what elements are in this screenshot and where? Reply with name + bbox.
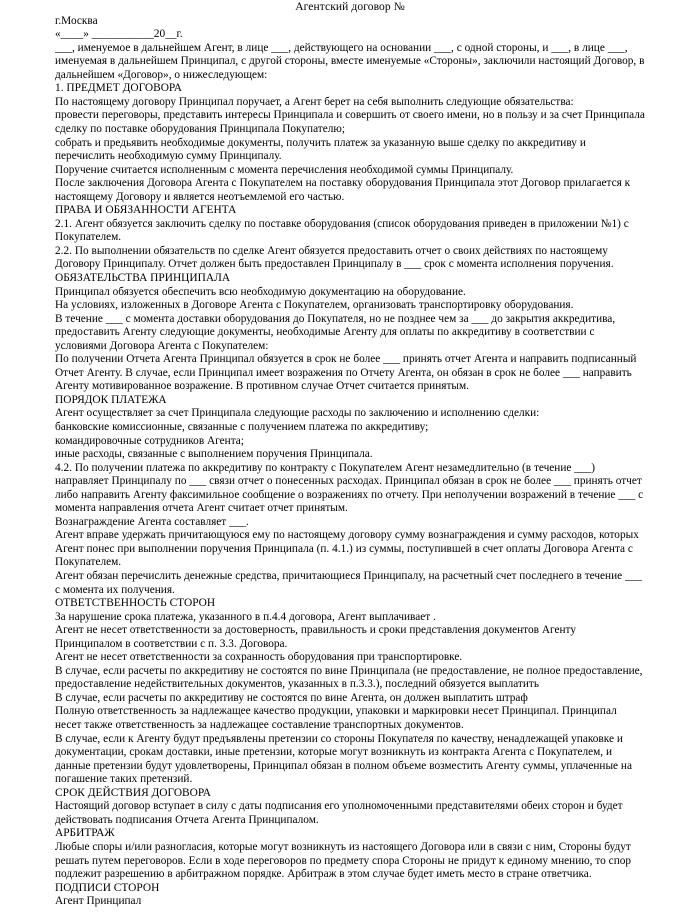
section-paragraph: За нарушение срока платежа, указанного в п.4.4 договора, Агент выплачивает .	[55, 610, 436, 623]
section-paragraph: В течение ___ с момента доставки оборудования до Покупателя, но не позднее чем за ___ до закрытия аккредитива, предоставить Агенту следующие документы, необходимые Агенту для оплаты по аккредитиву в соответствии с условиями Договора Агента с Покупателем:	[55, 312, 616, 352]
section-paragraph: Вознаграждение Агента составляет ___.	[55, 515, 249, 528]
section-paragraph: Агент вправе удержать причитающуюся ему по настоящему договору сумму вознаграждения и сумму расходов, которых Агент понес при выполнении поручения Принципала (п. 4.1.) из суммы, поступившей в счет оплаты Договора Агента с Покупателем.	[55, 529, 639, 569]
section-otvetstvennost-storon	[55, 597, 646, 787]
section-heading: ПОДПИСИ СТОРОН	[55, 881, 160, 894]
section-paragraph: 2.2. По выполнении обязательств по сделке Агент обязуется предоставить отчет о своих действиях по настоящему Договору Принципалу. Отчет должен быть предоставлен Принципалу в ___ срок с момента исполнения поручения.	[55, 244, 614, 271]
section-poryadok-platezha	[55, 394, 646, 597]
section-paragraph: Агент не несет ответственности за достоверность, правильность и сроки представления документов Агенту Принципалом в соответствии с п. 3.3. Договора.	[55, 624, 576, 650]
section-paragraph: В случае, если расчеты по аккредитиву не состоятся по вине Агента, он должен выплатить штраф	[55, 691, 528, 704]
section-prava-agenta	[55, 204, 646, 272]
section-heading: ОБЯЗАТЕЛЬСТВА ПРИНЦИПАЛА	[55, 271, 231, 284]
section-heading: СРОК ДЕЙСТВИЯ ДОГОВОРА	[55, 786, 211, 799]
section-paragraph: По настоящему договору Принципал поручает, а Агент берет на себя выполнить следующие обязательства:	[55, 95, 574, 108]
section-podpisi-storon	[55, 882, 646, 909]
section-paragraph: командировочные сотрудников Агента;	[55, 434, 244, 447]
section-paragraph: собрать и предьявить необходимые документы, получить платеж за указанную выше сделку по аккредитиву и перечислить необходимую сумму Принципалу.	[55, 136, 586, 163]
section-paragraph: 4.2. По получении платежа по аккредитиву по контракту с Покупателем Агент незамедлительно (в течение ___) направляет Принципалу по ___ связи отчет о понесенных расходах. Принципал обязан в срок не более ___ принять отчет либо направить Агенту факсимильное сообщение о возражениях по отчету. При неполучении возражений в течение ___ с момента направления отчета Агент считает отчет принятым.	[55, 461, 644, 515]
section-heading: ОТВЕТСТВЕННОСТЬ СТОРОН	[55, 597, 216, 610]
section-paragraph: По получении Отчета Агента Принципал обязуется в срок не более ___ принять отчет Агента и направить подписанный Отчет Агенту. В случае, если Принципал имеет возражения по Отчету Агента, он обязан в срок не более ___ направить Агенту мотивированное возражение. В противном случае Отчет считается принятым.	[55, 353, 637, 393]
section-paragraph: Настоящий договор вступает в силу с даты подписания его уполномоченными представителями обеих сторон и будет действовать подписания Отчета Агента Принципалом.	[55, 800, 623, 826]
section-heading: ПОРЯДОК ПЛАТЕЖА	[55, 393, 167, 406]
date-line: «____» ___________20__г.	[55, 28, 183, 41]
section-paragraph: 2.1. Агент обязуется заключить сделку по поставке оборудования (список оборудования приведен в приложении №1) с Покупателем.	[55, 217, 629, 244]
section-paragraph: После заключения Договора Агента с Покупателем на поставку оборудования Принципала этот Договор прилагается к настоящему Договору и является неотъемлемой его частью.	[55, 177, 631, 203]
document-body	[0, 15, 700, 909]
section-heading: АРБИТРАЖ	[55, 827, 115, 840]
section-paragraph: Агент не несет ответственности за сохранность оборудования при транспортировке.	[55, 651, 463, 664]
section-paragraph: В случае, если к Агенту будут предъявлены претензии со стороны Покупателя по качеству, ненадлежащей упаковке и документации, срокам доставки, иные претензии, которые могут возникнуть из контракта Агента с Покупателем, и данные претензии будут удовлетворены, Принципал обязан в полном объеме возместить Агенту суммы, уплаченные на погашение таких претензий.	[55, 732, 632, 786]
section-obyazatelstva-printsipala	[55, 272, 646, 394]
section-paragraph: провести переговоры, представить интересы Принципала и совершить от своего имени, но в пользу и за счет Принципала сделку по поставке оборудования Принципала Покупателю;	[55, 109, 645, 135]
signature-parties-line: Агент Принципал	[55, 895, 142, 908]
preamble-paragraph: ___, именуемое в дальнейшем Агент, в лице ___, действующего на основании ___, с одной стороны, и ___, в лице ___, именуемая в дальнейшем Принципал, с другой стороны, вместе именуемые «Стороны», заключили настоящий Договор, в дальнейшем «Договор», о нижеследующем:	[55, 41, 645, 81]
section-predmet	[55, 82, 646, 204]
section-arbitrazh	[55, 827, 646, 881]
section-paragraph: банковские комиссионные, связанные с получением платежа по аккредитиву;	[55, 421, 429, 433]
city-line: г.Москва	[55, 14, 98, 27]
section-paragraph: В случае, если расчеты по аккредитиву не состоятся по вине Принципала (не предоставление, не полное предоставление, предоставление недействительных документов, указанных в п.3.3.), последний обязуется выплатить	[55, 664, 643, 691]
section-heading: 1. ПРЕДМЕТ ДОГОВОРА	[55, 82, 183, 95]
section-paragraph: Агент обязан перечислить денежные средства, причитающиеся Принципалу, на расчетный счет последнего в течение ___ с момента их получения.	[55, 570, 642, 596]
section-srok-deystviya	[55, 787, 646, 828]
section-heading: ПРАВА И ОБЯЗАННОСТИ АГЕНТА	[55, 204, 237, 217]
section-paragraph: На условиях, изложенных в Договоре Агента с Покупателем, организовать транспортировку оборудования.	[55, 299, 574, 312]
section-paragraph: Принципал обязуется обеспечить всю необходимую документацию на оборудование.	[55, 285, 466, 298]
section-paragraph: Агент осуществляет за счет Принципала следующие расходы по заключению и исполнению сделки:	[55, 407, 540, 420]
section-paragraph: иные расходы, связанные с выполнением поручения Принципала.	[55, 448, 373, 461]
section-paragraph: Полную ответственность за надлежащее качество продукции, упаковки и маркировки несет Принципал. Принципал несет также ответственность за надлежащее составление транспортных документов.	[55, 705, 617, 732]
section-paragraph: Любые споры и/или разногласия, которые могут возникнуть из настоящего Договора или в связи с ним, Стороны будут решать путем переговоров. Если в ходе переговоров по предмету спора Стороны не придут к единому мнению, то спор подлежит разрешению в арбитражном порядке. Арбитраж в этом случае будет иметь место в стране ответчика.	[55, 840, 632, 881]
page-title: Агентский договор №	[295, 1, 405, 13]
section-paragraph: Поручение считается исполненным с момента перечисления необходимой суммы Принципалу.	[55, 163, 514, 176]
